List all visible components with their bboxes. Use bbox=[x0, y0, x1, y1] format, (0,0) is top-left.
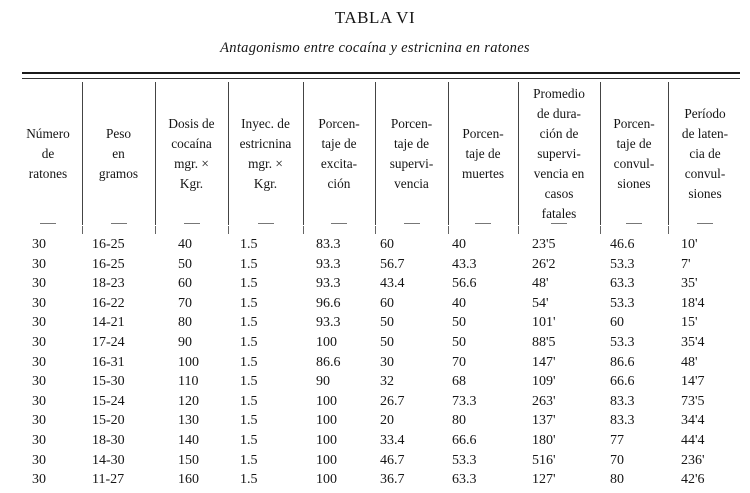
table-cell: 93.3 bbox=[316, 256, 341, 272]
table-cell: 54' bbox=[532, 295, 549, 311]
table-cell: 53.3 bbox=[452, 452, 477, 468]
table-row bbox=[0, 470, 750, 489]
table-cell: 35'4 bbox=[681, 335, 705, 350]
table-cell: 40 bbox=[452, 295, 466, 311]
table-cell: 80 bbox=[610, 472, 624, 488]
table-cell: 1.5 bbox=[240, 413, 258, 429]
column-header-line: fatales bbox=[541, 206, 577, 221]
column-header-line: siones bbox=[617, 176, 651, 191]
table-cell: 30 bbox=[32, 433, 46, 448]
table-cell: 83.3 bbox=[610, 393, 635, 409]
table-cell: 15' bbox=[681, 315, 698, 331]
table-cell: 73'5 bbox=[681, 393, 705, 409]
table-cell: 44'4 bbox=[681, 433, 705, 448]
column-divider-tick bbox=[448, 226, 449, 234]
column-header-line: de bbox=[41, 146, 55, 161]
table-cell: 16-31 bbox=[92, 354, 125, 370]
column-header-line: cocaína bbox=[171, 136, 212, 151]
column-divider-tick bbox=[600, 226, 601, 234]
table-cell: 30 bbox=[32, 374, 46, 390]
table-cell: 17-24 bbox=[92, 335, 125, 350]
table-row bbox=[0, 313, 750, 332]
table-cell: 1.5 bbox=[240, 433, 258, 448]
header-underline-dash bbox=[475, 223, 491, 224]
table-cell: 50 bbox=[452, 315, 466, 331]
column-header-line: en bbox=[112, 146, 125, 161]
table-cell: 100 bbox=[178, 354, 199, 370]
table-cell: 1.5 bbox=[240, 276, 258, 292]
column-header-line: Porcen- bbox=[613, 116, 655, 131]
column-header-line: Promedio bbox=[533, 86, 585, 101]
table-cell: 93.3 bbox=[316, 276, 341, 292]
table-cell: 16-22 bbox=[92, 295, 125, 311]
column-header-line: mgr. × bbox=[174, 156, 209, 171]
column-divider-tick bbox=[303, 226, 304, 234]
column-header-line: vencia bbox=[394, 176, 429, 191]
column-header-line: ratones bbox=[28, 166, 68, 181]
table-cell: 46.7 bbox=[380, 452, 405, 468]
column-header-line: taje de bbox=[321, 136, 357, 151]
column-header-line: supervi- bbox=[389, 156, 434, 171]
table-cell: 96.6 bbox=[316, 295, 341, 311]
table-cell: 236' bbox=[681, 452, 705, 468]
table-cell: 80 bbox=[452, 413, 466, 429]
table-row bbox=[0, 235, 750, 254]
table-cell: 1.5 bbox=[240, 335, 258, 350]
column-header bbox=[448, 86, 518, 222]
table-title: TABLA VI bbox=[334, 8, 416, 27]
table-cell: 68 bbox=[452, 374, 466, 390]
table-cell: 60 bbox=[178, 276, 192, 292]
column-header bbox=[668, 86, 742, 222]
table-cell: 18-30 bbox=[92, 433, 125, 448]
table-cell: 53.3 bbox=[610, 256, 635, 272]
table-cell: 11-27 bbox=[92, 472, 125, 488]
table-cell: 40 bbox=[178, 237, 192, 252]
table-cell: 30 bbox=[32, 276, 46, 292]
top-rule-thick bbox=[22, 72, 740, 74]
column-header-line: vencia en bbox=[533, 166, 585, 181]
table-cell: 90 bbox=[178, 335, 192, 350]
table-cell: 30 bbox=[32, 413, 46, 429]
column-header-line: taje de bbox=[616, 136, 652, 151]
column-header-line: de laten- bbox=[681, 126, 729, 141]
column-header-line: taje de bbox=[393, 136, 430, 151]
header-underline-dash bbox=[404, 223, 420, 224]
header-underline-dash bbox=[40, 223, 56, 224]
table-cell: 109' bbox=[532, 374, 556, 390]
column-header-line: de dura- bbox=[537, 106, 581, 121]
table-cell: 1.5 bbox=[240, 374, 258, 390]
column-header bbox=[155, 86, 228, 222]
table-cell: 86.6 bbox=[610, 354, 635, 370]
table-cell: 120 bbox=[178, 393, 199, 409]
table-cell: 140 bbox=[178, 433, 199, 448]
table-cell: 43.4 bbox=[380, 276, 405, 292]
table-cell: 100 bbox=[316, 433, 337, 448]
table-cell: 30 bbox=[32, 335, 46, 350]
column-header-line: casos bbox=[544, 186, 574, 201]
table-cell: 50 bbox=[178, 256, 192, 272]
column-header-line: ción de bbox=[539, 126, 579, 141]
column-header-line: mgr. × bbox=[248, 156, 283, 171]
table-cell: 32 bbox=[380, 374, 394, 390]
table-cell: 20 bbox=[380, 413, 394, 429]
table-cell: 60 bbox=[380, 295, 394, 311]
table-cell: 100 bbox=[316, 452, 337, 468]
table-cell: 30 bbox=[32, 393, 46, 409]
column-divider-tick bbox=[155, 226, 156, 234]
table-cell: 83.3 bbox=[316, 237, 341, 252]
table-cell: 33.4 bbox=[380, 433, 405, 448]
table-cell: 23'5 bbox=[532, 237, 556, 252]
table-row bbox=[0, 372, 750, 391]
table-cell: 100 bbox=[316, 335, 337, 350]
table-cell: 15-20 bbox=[92, 413, 125, 429]
table-cell: 43.3 bbox=[452, 256, 477, 272]
table-cell: 110 bbox=[178, 374, 199, 390]
table-cell: 18-23 bbox=[92, 276, 125, 292]
column-header-line: excita- bbox=[320, 156, 358, 171]
table-cell: 70 bbox=[610, 452, 624, 468]
header-underline-dash bbox=[184, 223, 200, 224]
table-cell: 180' bbox=[532, 433, 556, 448]
table-cell: 30 bbox=[32, 452, 46, 468]
table-cell: 160 bbox=[178, 472, 199, 488]
table-cell: 70 bbox=[452, 354, 466, 370]
table-cell: 34'4 bbox=[681, 413, 705, 429]
column-header-line: cia de bbox=[689, 146, 721, 161]
column-header bbox=[14, 86, 82, 222]
table-row bbox=[0, 353, 750, 372]
column-header-line: Porcen- bbox=[390, 116, 433, 131]
table-cell: 35' bbox=[681, 276, 698, 292]
table-cell: 1.5 bbox=[240, 452, 258, 468]
column-header bbox=[228, 86, 303, 222]
column-header-line: gramos bbox=[98, 166, 139, 181]
table-cell: 77 bbox=[610, 433, 624, 448]
table-cell: 7' bbox=[681, 256, 691, 272]
table-cell: 100 bbox=[316, 413, 337, 429]
column-header-line: taje de bbox=[465, 146, 501, 161]
table-cell: 90 bbox=[316, 374, 330, 390]
table-cell: 1.5 bbox=[240, 237, 258, 252]
table-cell: 150 bbox=[178, 452, 199, 468]
column-header-line: Período bbox=[684, 106, 726, 121]
table-cell: 42'6 bbox=[681, 472, 705, 488]
column-divider-tick bbox=[228, 226, 229, 234]
table-cell: 263' bbox=[532, 393, 556, 409]
table-cell: 26.7 bbox=[380, 393, 405, 409]
table-cell: 50 bbox=[380, 335, 394, 350]
table-cell: 1.5 bbox=[240, 256, 258, 272]
header-underline-dash bbox=[331, 223, 347, 224]
table-cell: 14'7 bbox=[681, 374, 705, 390]
table-subtitle: Antagonismo entre cocaína y estricnina en ratones bbox=[220, 40, 530, 56]
column-header-line: Número bbox=[26, 126, 70, 141]
table-cell: 66.6 bbox=[610, 374, 635, 390]
table-cell: 1.5 bbox=[240, 295, 258, 311]
table-cell: 30 bbox=[32, 472, 46, 488]
table-row bbox=[0, 274, 750, 293]
table-cell: 100 bbox=[316, 393, 337, 409]
table-row bbox=[0, 451, 750, 470]
table-cell: 50 bbox=[380, 315, 394, 331]
table-cell: 26'2 bbox=[532, 256, 556, 272]
table-cell: 14-21 bbox=[92, 315, 125, 331]
table-cell: 30 bbox=[32, 354, 46, 370]
table-row bbox=[0, 333, 750, 352]
table-cell: 40 bbox=[452, 237, 466, 252]
table-cell: 100 bbox=[316, 472, 337, 488]
table-cell: 93.3 bbox=[316, 315, 341, 331]
table-cell: 130 bbox=[178, 413, 199, 429]
column-divider-tick bbox=[518, 226, 519, 234]
header-underline-dash bbox=[258, 223, 274, 224]
column-header-line: Kgr. bbox=[179, 176, 204, 191]
table-row bbox=[0, 294, 750, 313]
table-cell: 66.6 bbox=[452, 433, 477, 448]
column-divider-tick bbox=[82, 226, 83, 234]
table-cell: 1.5 bbox=[240, 315, 258, 331]
column-header-line: Peso bbox=[105, 126, 132, 141]
table-cell: 80 bbox=[178, 315, 192, 331]
table-cell: 60 bbox=[610, 315, 624, 331]
table-cell: 127' bbox=[532, 472, 556, 488]
table-cell: 10' bbox=[681, 237, 698, 252]
table-cell: 15-30 bbox=[92, 374, 125, 390]
column-header bbox=[600, 86, 668, 222]
table-cell: 56.7 bbox=[380, 256, 405, 272]
table-cell: 53.3 bbox=[610, 335, 635, 350]
column-header-line: Dosis de bbox=[168, 116, 215, 131]
column-header-line: siones bbox=[688, 186, 722, 201]
column-header-line: Kgr. bbox=[253, 176, 278, 191]
column-header-line: Porcen- bbox=[462, 126, 504, 141]
column-divider-tick bbox=[375, 226, 376, 234]
table-cell: 63.3 bbox=[452, 472, 477, 488]
column-header-line: Inyec. de bbox=[241, 116, 290, 131]
column-divider-tick bbox=[668, 226, 669, 234]
column-header-line: ción bbox=[327, 176, 351, 191]
table-cell: 36.7 bbox=[380, 472, 405, 488]
table-cell: 56.6 bbox=[452, 276, 477, 292]
table-cell: 60 bbox=[380, 237, 394, 252]
table-cell: 137' bbox=[532, 413, 556, 429]
column-header bbox=[82, 86, 155, 222]
table-cell: 46.6 bbox=[610, 237, 635, 252]
table-cell: 48' bbox=[681, 354, 698, 370]
header-underline-dash bbox=[626, 223, 642, 224]
header-underline-dash bbox=[697, 223, 713, 224]
table-cell: 101' bbox=[532, 315, 556, 331]
table-cell: 16-25 bbox=[92, 256, 125, 272]
column-header-line: convul- bbox=[684, 166, 726, 181]
table-row bbox=[0, 431, 750, 450]
table-cell: 48' bbox=[532, 276, 549, 292]
top-rule-thin bbox=[22, 78, 740, 79]
table-cell: 1.5 bbox=[240, 393, 258, 409]
header-underline-dash bbox=[551, 223, 567, 224]
column-header-line: supervi- bbox=[537, 146, 581, 161]
header-underline-dash bbox=[111, 223, 127, 224]
table-cell: 73.3 bbox=[452, 393, 477, 409]
table-row bbox=[0, 411, 750, 430]
table-cell: 83.3 bbox=[610, 413, 635, 429]
table-row bbox=[0, 255, 750, 274]
table-cell: 50 bbox=[452, 335, 466, 350]
table-cell: 516' bbox=[532, 452, 556, 468]
column-header bbox=[303, 86, 375, 222]
table-cell: 63.3 bbox=[610, 276, 635, 292]
table-cell: 30 bbox=[32, 237, 46, 252]
table-cell: 86.6 bbox=[316, 354, 341, 370]
table-cell: 1.5 bbox=[240, 354, 258, 370]
column-header-line: Porcen- bbox=[318, 116, 360, 131]
column-header-line: convul- bbox=[613, 156, 655, 171]
table-cell: 30 bbox=[32, 315, 46, 331]
table-cell: 70 bbox=[178, 295, 192, 311]
table-cell: 1.5 bbox=[240, 472, 258, 488]
column-header bbox=[518, 86, 600, 222]
table-cell: 53.3 bbox=[610, 295, 635, 311]
table-cell: 147' bbox=[532, 354, 556, 370]
column-header-line: muertes bbox=[461, 166, 505, 181]
table-cell: 14-30 bbox=[92, 452, 125, 468]
table-cell: 15-24 bbox=[92, 393, 125, 409]
table-cell: 16-25 bbox=[92, 237, 125, 252]
table-cell: 30 bbox=[380, 354, 394, 370]
table-row bbox=[0, 392, 750, 411]
table-cell: 88'5 bbox=[532, 335, 556, 350]
table-cell: 18'4 bbox=[681, 295, 705, 311]
column-header bbox=[375, 86, 448, 222]
column-header-line: estricnina bbox=[239, 136, 292, 151]
table-cell: 30 bbox=[32, 256, 46, 272]
table-cell: 30 bbox=[32, 295, 46, 311]
